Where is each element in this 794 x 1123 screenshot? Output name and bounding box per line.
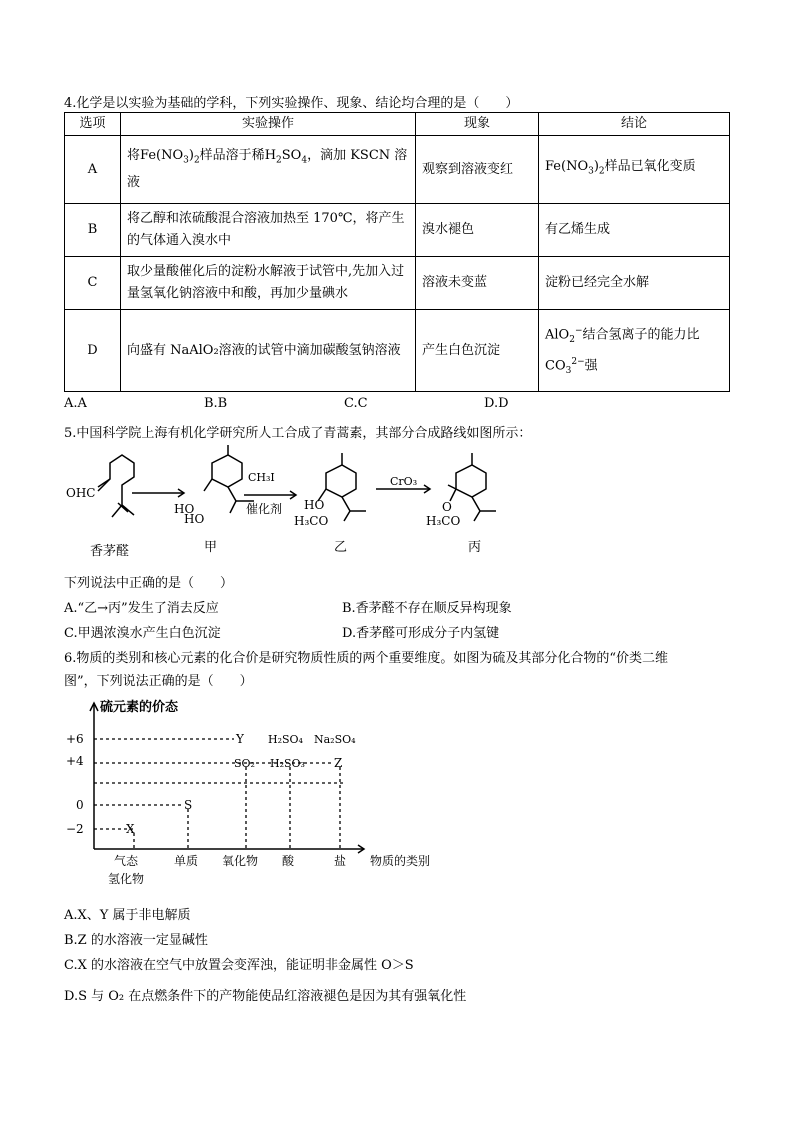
option-cell: B bbox=[65, 204, 121, 257]
option-cell: A bbox=[65, 136, 121, 204]
conclusion-cell: 淀粉已经完全水解 bbox=[539, 257, 730, 310]
q6-option-d[interactable]: D.S 与 O₂ 在点燃条件下的产物能使品红溶液褪色是因为其有强氧化性 bbox=[64, 989, 467, 1004]
xcat-hydride: 氢化物 bbox=[108, 872, 145, 886]
phenomenon-cell: 溴水褪色 bbox=[416, 204, 539, 257]
conclusion-cell: $Fe(NO_3)_2$样品已氧化变质 bbox=[539, 136, 730, 204]
point-y: Y bbox=[236, 732, 244, 746]
xcat-element: 单质 bbox=[174, 854, 199, 868]
xcat-salt: 盐 bbox=[334, 854, 347, 868]
table-row bbox=[65, 204, 730, 257]
point-z: Z bbox=[334, 756, 343, 770]
meo-label: H₃CO bbox=[294, 514, 329, 528]
operation-cell: 取少量酸催化后的淀粉水解液于试管中,先加入过量氢氧化钠溶液中和酸，再加少量碘水 bbox=[121, 257, 416, 310]
valence-class-chart bbox=[64, 695, 454, 887]
choice-c[interactable]: C.C bbox=[344, 396, 368, 411]
reagent-catalyst: 催化剂 bbox=[246, 502, 283, 516]
point-h2so3: H₂SO₃ bbox=[270, 757, 305, 770]
operation-cell: 向盛有 NaAlO₂溶液的试管中滴加碳酸氢钠溶液 bbox=[121, 310, 416, 392]
operation-cell: 将乙醇和浓硫酸混合溶液加热至 170℃，将产生的气体通入溴水中 bbox=[121, 204, 416, 257]
ytick-zero: 0 bbox=[76, 798, 84, 812]
compound-jia-label: 甲 bbox=[204, 540, 218, 555]
q5-option-a[interactable]: A.“乙→丙”发生了消去反应 bbox=[64, 601, 219, 616]
phenomenon-cell: 观察到溶液变红 bbox=[416, 136, 539, 204]
header-conclusion: 结论 bbox=[539, 113, 730, 136]
synthesis-scheme bbox=[64, 445, 514, 560]
x-axis-label: 物质的类别 bbox=[370, 854, 431, 868]
meo-label-2: H₃CO bbox=[426, 514, 461, 528]
ytick-minus2: −2 bbox=[66, 822, 84, 836]
reagent-ch3i: CH₃I bbox=[248, 471, 275, 484]
q6-option-c[interactable]: C.X 的水溶液在空气中放置会变浑浊，能证明非金属性 O＞S bbox=[64, 958, 414, 973]
o-label: O bbox=[442, 500, 452, 514]
q5-stem: 5.中国科学院上海有机化学研究所人工合成了青蒿素，其部分合成路线如图所示： bbox=[64, 426, 532, 441]
table-row bbox=[65, 136, 730, 204]
point-s: S bbox=[184, 798, 193, 812]
compound-yi-label: 乙 bbox=[334, 540, 348, 555]
q6-option-a[interactable]: A.X、Y 属于非电解质 bbox=[64, 908, 191, 923]
table-row bbox=[65, 257, 730, 310]
point-h2so4: H₂SO₄ bbox=[268, 733, 303, 746]
q5-question: 下列说法中正确的是（ ） bbox=[64, 576, 234, 591]
conclusion-cell: AlO$_2$−结合氢离子的能力比 $CO_3^{2-}$强 bbox=[539, 310, 730, 392]
header-phenomenon: 现象 bbox=[416, 113, 539, 136]
compound-bing-label: 丙 bbox=[468, 540, 482, 555]
q6-stem-line1: 6.物质的类别和核心元素的化合价是研究物质性质的两个重要维度。如图为硫及其部分化合物的“价类二维 bbox=[64, 651, 669, 666]
xcat-acid: 酸 bbox=[282, 854, 295, 868]
option-cell: D bbox=[65, 310, 121, 392]
reagent-cro3: CrO₃ bbox=[390, 475, 418, 488]
phenomenon-cell: 产生白色沉淀 bbox=[416, 310, 539, 392]
citronellal-label: 香茅醛 bbox=[90, 544, 130, 559]
header-option: 选项 bbox=[65, 113, 121, 136]
q6-stem-line2: 图”，下列说法正确的是（ ） bbox=[64, 674, 253, 689]
point-x: X bbox=[126, 822, 135, 836]
xcat-oxide: 氧化物 bbox=[222, 854, 259, 868]
choice-d[interactable]: D.D bbox=[484, 396, 509, 411]
choice-a[interactable]: A.A bbox=[64, 396, 87, 411]
ho-label-3: HO bbox=[304, 498, 325, 512]
choice-b[interactable]: B.B bbox=[204, 396, 228, 411]
table-row bbox=[65, 310, 730, 392]
q4-table bbox=[64, 112, 730, 392]
xcat-gas: 气态 bbox=[114, 854, 139, 868]
conclusion-cell: 有乙烯生成 bbox=[539, 204, 730, 257]
y-axis-label: 硫元素的价态 bbox=[100, 700, 179, 715]
ytick-plus4: +4 bbox=[66, 754, 84, 768]
q5-option-d[interactable]: D.香茅醛可形成分子内氢键 bbox=[342, 626, 500, 641]
option-cell: C bbox=[65, 257, 121, 310]
operation-cell: 将$Fe(NO_3)_2$样品溶于稀$H_2SO_4$，滴加 KSCN 溶液 bbox=[121, 136, 416, 204]
q6-option-b[interactable]: B.Z 的水溶液一定显碱性 bbox=[64, 933, 208, 948]
header-operation: 实验操作 bbox=[121, 113, 416, 136]
ytick-plus6: +6 bbox=[66, 732, 84, 746]
table-header-row bbox=[65, 113, 730, 136]
phenomenon-cell: 溶液未变蓝 bbox=[416, 257, 539, 310]
q5-option-c[interactable]: C.甲遇浓溴水产生白色沉淀 bbox=[64, 626, 221, 641]
q5-option-b[interactable]: B.香茅醛不存在顺反异构现象 bbox=[342, 601, 512, 616]
ohc-label: OHC bbox=[66, 486, 96, 500]
ho-label: HO bbox=[184, 512, 205, 526]
q4-stem: 4.化学是以实验为基础的学科，下列实验操作、现象、结论均合理的是（ ） bbox=[64, 96, 519, 111]
point-na2so4: Na₂SO₄ bbox=[314, 733, 356, 746]
ho-label-2: HO bbox=[174, 502, 195, 516]
point-so2: SO₂ bbox=[234, 757, 255, 770]
